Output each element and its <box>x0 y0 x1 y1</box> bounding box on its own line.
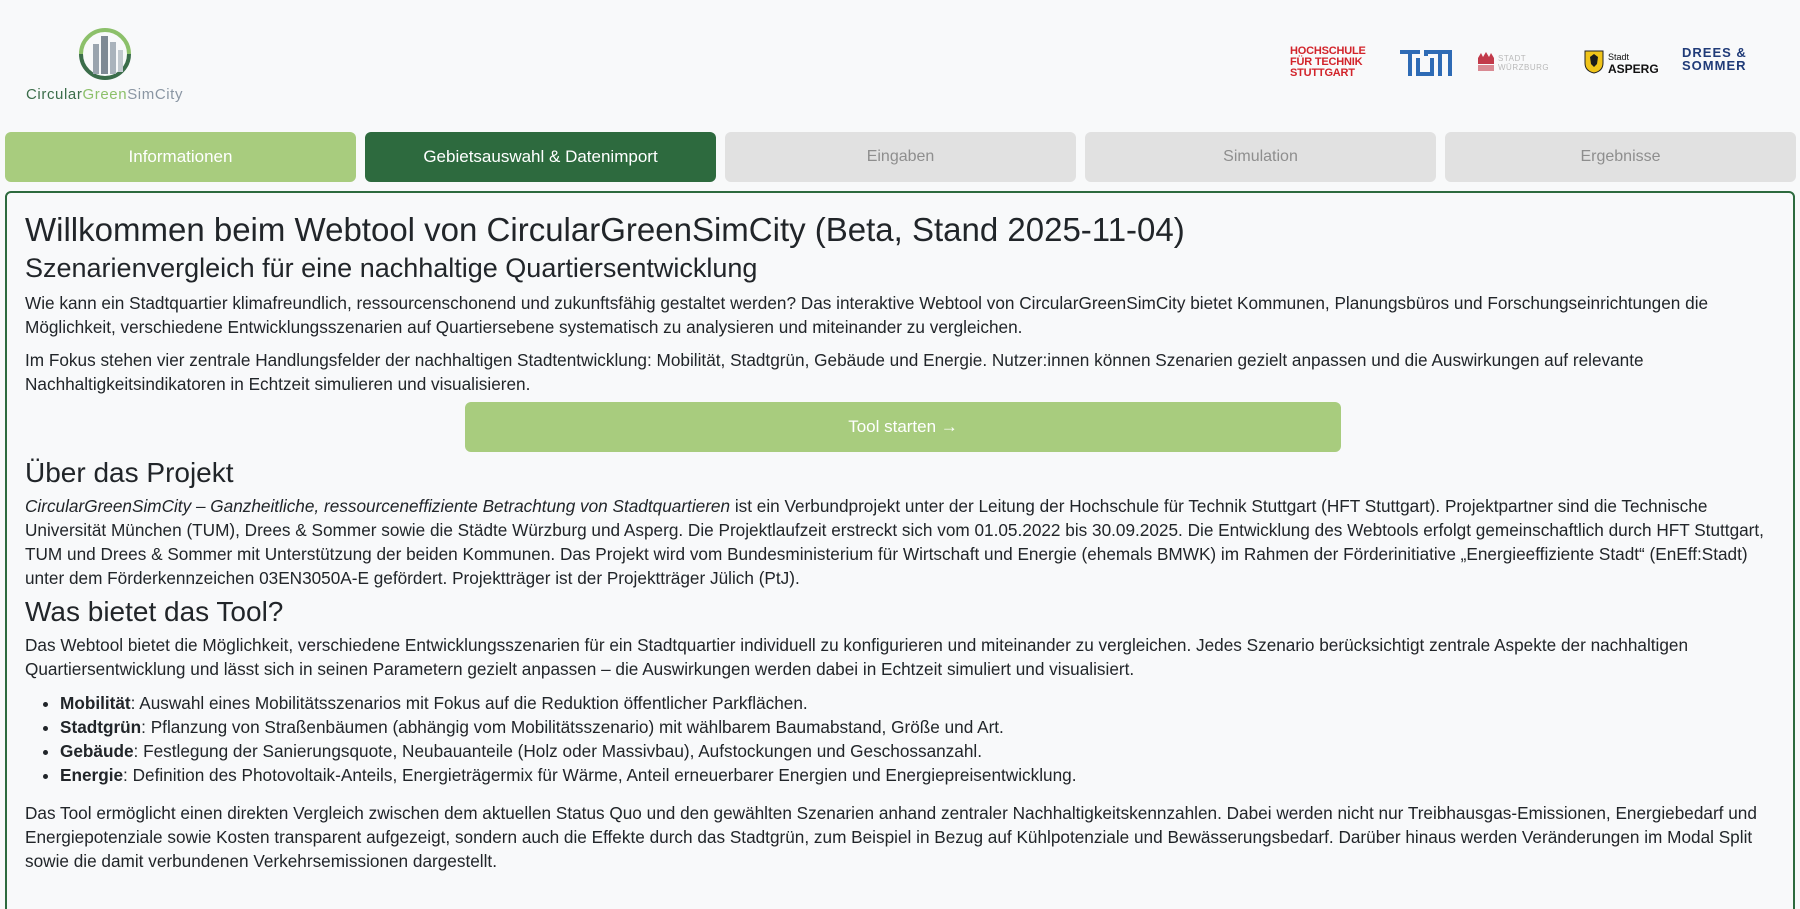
wuerzburg-crest-icon <box>1476 50 1496 74</box>
tool-paragraph-2: Das Tool ermöglicht einen direkten Vergleich zwischen dem aktuellen Status Quo und den gewählten Szenarien anhand zentraler Nachhaltigkeitskennzahlen. Dabei werden nicht nur Treibhausgas-Emissionen, Energiebedarf und Energiepotenziale sowie Kosten transparent aufgezeigt, sondern auch die Effekte durch das Stadtgrün, zum Beispiel in Bezug auf Kühlpotenziale und Bewässerungsbedarf. Darüber hinaus werden Veränderungen im Modal Split sowie die damit verbundenen Verkehrsemissionen dargestellt. <box>25 803 1757 871</box>
about-paragraph <box>25 494 1780 590</box>
intro-paragraph-2: Im Fokus stehen vier zentrale Handlungsfelder der nachhaltigen Stadtentwicklung: Mobilität, Stadtgrün, Gebäude und Energie. Nutzer:innen können Szenarien gezielt anpassen und die Auswirkungen auf relevante Nachhaltigkeitsindikatoren in Echtzeit simulieren und visualisieren. <box>25 350 1644 394</box>
list-item: • Stadtgrün: Pflanzung von Straßenbäumen (abhängig vom Mobilitätsszenario) mit wählbarem Baumabstand, Größe und Art. <box>60 715 1780 739</box>
page-subtitle: Szenarienvergleich für eine nachhaltige Quartiersentwicklung <box>25 253 758 283</box>
page-title: Willkommen beim Webtool von CircularGreenSimCity (Beta, Stand 2025-11-04) <box>25 211 1185 248</box>
list-item: • Mobilität: Auswahl eines Mobilitätsszenarios mit Fokus auf die Reduktion öffentlicher Parkflächen. <box>60 691 1780 715</box>
hft-logo: HOCHSCHULE FÜR TECHNIK STUTTGART <box>1290 45 1366 79</box>
tum-logo <box>1398 48 1454 78</box>
city-logo-icon <box>75 26 135 84</box>
step-tabs <box>5 132 1795 182</box>
tab-eingaben[interactable]: Eingaben <box>725 132 1076 182</box>
tool-heading: Was bietet das Tool? <box>25 596 284 627</box>
start-tool-button[interactable]: Tool starten → <box>465 402 1341 452</box>
tab-gebietsauswahl-datenimport[interactable]: Gebietsauswahl & Datenimport <box>365 132 716 182</box>
about-paragraph-text: ist ein Verbundprojekt unter der Leitung der Hochschule für Technik Stuttgart (HFT Stuttgart). Projektpartner sind die Technische Universität München (TUM), Drees & Sommer sowie die Städte Würzburg und Asperg. Die Projektlaufzeit erstreckt sich vom 01.05.2022 bis 30.09.2025. Die Entwicklung des Webtools erfolgt gemeinschaftlich durch HFT Stuttgart, TUM und Drees & Sommer mit Unterstützung der beiden Kommunen. Das Projekt wird vom Bundesministerium für Wirtschaft und Energie (ehemals BMWK) im Rahmen der Förderinitiative „Energieeffiziente Stadt“ (EnEff:Stadt) unter dem Förderkennzeichen 03EN3050A-E gefördert. Projektträger ist der Projektträger Jülich (PtJ). <box>25 496 1764 588</box>
info-panel <box>5 191 1795 909</box>
asperg-logo: Stadt ASPERG <box>1580 46 1650 86</box>
start-button-row <box>25 396 1780 456</box>
brand-name: CircularGreenSimCity <box>26 86 184 103</box>
tool-paragraph-1: Das Webtool bietet die Möglichkeit, verschiedene Entwicklungsszenarien für ein Stadtquartier individuell zu konfigurieren und miteinander zu vergleichen. Jedes Szenario berücksichtigt zentrale Aspekte der nachhaltigen Quartiersentwicklung und lässt sich in seinen Parametern gezielt anpassen – die Auswirkungen werden dabei in Echtzeit simuliert und visualisiert. <box>25 635 1689 679</box>
info-content <box>25 210 1780 873</box>
wuerzburg-logo: STADT WÜRZBURG <box>1476 46 1560 86</box>
asperg-crest-icon <box>1584 50 1604 74</box>
list-item: • Energie: Definition des Photovoltaik-Anteils, Energieträgermix für Wärme, Anteil erneuerbarer Energien und Energiepreisentwicklung. <box>60 763 1780 787</box>
about-heading: Über das Projekt <box>25 457 234 488</box>
feature-list <box>25 691 1780 787</box>
header <box>0 0 1800 125</box>
intro-paragraph-1: Wie kann ein Stadtquartier klimafreundlich, ressourcenschonend und zukunftsfähig gestaltet werden? Das interaktive Webtool von CircularGreenSimCity bietet Kommunen, Planungsbüros und Forschungseinrichtungen die Möglichkeit, verschiedene Entwicklungsszenarien auf Quartiersebene systematisch zu analysieren und miteinander zu vergleichen. <box>25 293 1709 337</box>
project-full-title: CircularGreenSimCity – Ganzheitliche, ressourceneffiziente Betrachtung von Stadtquartieren <box>25 496 731 516</box>
drees-sommer-logo: DREES & SOMMER <box>1682 45 1747 73</box>
tab-simulation[interactable]: Simulation <box>1085 132 1436 182</box>
tab-ergebnisse[interactable]: Ergebnisse <box>1445 132 1796 182</box>
tab-informationen[interactable]: Informationen <box>5 132 356 182</box>
brand-logo[interactable] <box>24 24 194 106</box>
list-item: • Gebäude: Festlegung der Sanierungsquote, Neubauanteile (Holz oder Massivbau), Aufstockungen und Geschossanzahl. <box>60 739 1780 763</box>
